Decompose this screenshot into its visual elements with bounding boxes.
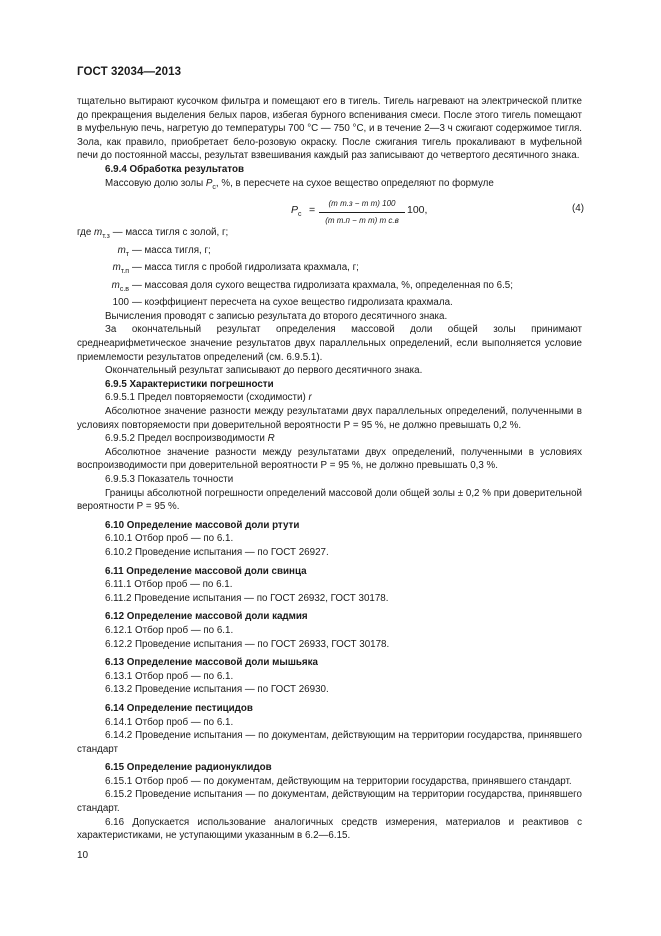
paragraph-6-16: 6.16 Допускается использование аналогичных средств измерения, материалов и реактивов с характеристиками, не уступающими указанным в 6.2—6.15. bbox=[77, 816, 582, 842]
formula-fraction bbox=[319, 197, 405, 227]
where-text: — массовая доля сухого вещества гидролизата крахмала, %, определенная по 6.5; bbox=[132, 279, 513, 291]
where-symbol bbox=[77, 296, 132, 310]
title-6-9-5-2-symbol: R bbox=[267, 433, 275, 445]
where-text: — масса тигля, г; bbox=[132, 244, 211, 256]
where-symbol bbox=[77, 244, 132, 262]
calc-note: Вычисления проводят с записью результата до второго десятичного знака. bbox=[105, 310, 448, 322]
where-sym: m bbox=[94, 227, 103, 239]
heading-6-11: 6.11 Определение массовой доли свинца bbox=[105, 565, 307, 577]
formula-lead-subscript: c bbox=[212, 183, 216, 191]
heading-6-9-5: 6.9.5 Характеристики погрешности bbox=[105, 378, 274, 390]
heading-6-15: 6.15 Определение радионуклидов bbox=[105, 762, 272, 774]
formula-lead-text: Массовую долю золы bbox=[105, 177, 206, 189]
item-6-13-2: 6.13.2 Проведение испытания — по ГОСТ 26930. bbox=[105, 684, 329, 696]
where-prefix: где bbox=[77, 227, 95, 239]
heading-6-10: 6.10 Определение массовой доли ртути bbox=[105, 519, 300, 531]
item-6-11-2: 6.11.2 Проведение испытания — по ГОСТ 26932, ГОСТ 30178. bbox=[105, 592, 389, 604]
title-6-9-5-1-text: 6.9.5.1 Предел повторяемости (сходимости) bbox=[105, 392, 309, 404]
item-6-10-2: 6.10.2 Проведение испытания — по ГОСТ 26927. bbox=[105, 546, 329, 558]
item-6-15-1: 6.15.1 Отбор проб — по документам, действующим на территории государства, принявшего стандарт. bbox=[105, 775, 572, 787]
item-6-14-2: 6.14.2 Проведение испытания — по документам, действующим на территории государства, принявшего стандарт bbox=[77, 730, 582, 755]
item-6-11-1: 6.11.1 Отбор проб — по 6.1. bbox=[105, 579, 233, 591]
where-symbol bbox=[77, 226, 113, 244]
final-result-paragraph: За окончательный результат определения массовой доли общей золы принимают среднеарифметическое значение результатов двух параллельных определений, если выполняется условие приемлемости результатов определений (см. 6.9.5.1). bbox=[77, 324, 582, 363]
formula-lhs bbox=[291, 204, 302, 222]
heading-6-14: 6.14 Определение пестицидов bbox=[105, 702, 253, 714]
where-sub: т.з bbox=[102, 233, 110, 241]
where-item bbox=[77, 279, 582, 297]
page-number: 10 bbox=[77, 850, 89, 861]
text-6-9-5-2: Абсолютное значение разности между результатами двух определений, полученными в условиях воспроизводимости при доверительной вероятности Р = 95 %, не должно превышать 0,3 %. bbox=[77, 446, 582, 472]
standard-header: ГОСТ 32034—2013 bbox=[77, 66, 182, 78]
where-sub: с.в bbox=[119, 285, 129, 293]
formula-tail: 100, bbox=[407, 204, 428, 217]
heading-6-13: 6.13 Определение массовой доли мышьяка bbox=[105, 657, 318, 669]
text-6-9-5-3: Границы абсолютной погрешности определений массовой доли общей золы ± 0,2 % при доверительной вероятности Р = 95 %. bbox=[77, 487, 582, 513]
where-sym: 100 bbox=[112, 297, 129, 309]
item-6-15-2: 6.15.2 Проведение испытания — по документам, действующим на территории государства, принявшего стандарт. bbox=[77, 789, 582, 815]
formula-number: (4) bbox=[572, 203, 584, 215]
intro-paragraph: тщательно вытирают кусочком фильтра и помещают его в тигель. Тигель нагревают на электрической плитке до прекращения выделения белых паров, избегая бурного вспенивания смеси. После этого тигель помещают в муфельную печь, нагретую до температуры 700 °С — 750 °С, и в течение 2—3 ч сжигают содержимое тигля. Зола, как правило, приобретает бело-розовую окраску. После сжигания тигель прокаливают в муфельной печи до постоянной массы, результат взвешивания каждый раз записывают до четвертого десятичного знака. bbox=[77, 96, 582, 162]
item-6-14-1: 6.14.1 Отбор проб — по 6.1. bbox=[105, 716, 234, 728]
final-record-paragraph: Окончательный результат записывают до первого десятичного знака. bbox=[105, 365, 423, 377]
title-6-9-5-2 bbox=[77, 432, 582, 446]
title-6-9-5-3: 6.9.5.3 Показатель точности bbox=[105, 474, 234, 486]
title-6-9-5-1-symbol: r bbox=[308, 392, 312, 404]
formula-numerator: (m т.з − m т) 100 bbox=[319, 197, 405, 213]
where-sym: m bbox=[117, 244, 126, 256]
formula-equals: = bbox=[309, 204, 316, 217]
where-sym: m bbox=[112, 262, 121, 274]
where-item bbox=[77, 261, 582, 279]
where-text: — масса тигля с пробой гидролизата крахмала, г; bbox=[132, 262, 359, 274]
where-symbol bbox=[77, 261, 132, 279]
item-6-10-1: 6.10.1 Отбор проб — по 6.1. bbox=[105, 533, 234, 545]
formula-lead-text-end: , %, в пересчете на сухое вещество определяют по формуле bbox=[215, 177, 494, 189]
where-item bbox=[77, 226, 582, 244]
heading-6-12: 6.12 Определение массовой доли кадмия bbox=[105, 611, 308, 623]
text-6-9-5-1: Абсолютное значение разности между результатами двух параллельных определений, полученными в условиях повторяемости при доверительной вероятности Р = 95 %, не должно превышать 0,2 %. bbox=[77, 406, 582, 431]
where-symbol bbox=[77, 279, 132, 297]
title-6-9-5-1 bbox=[77, 391, 582, 405]
where-item bbox=[77, 296, 582, 310]
title-6-9-5-2-text: 6.9.5.2 Предел воспроизводимости bbox=[105, 433, 268, 445]
formula-lead bbox=[77, 177, 582, 195]
where-sub: т bbox=[125, 250, 129, 258]
where-text: — коэффициент пересчета на сухое вещество гидролизата крахмала. bbox=[132, 297, 453, 309]
where-text: — масса тигля с золой, г; bbox=[112, 227, 229, 239]
page-body bbox=[77, 95, 582, 843]
item-6-13-1: 6.13.1 Отбор проб — по 6.1. bbox=[105, 670, 234, 682]
heading-6-9-4: 6.9.4 Обработка результатов bbox=[105, 163, 244, 175]
item-6-12-1: 6.12.1 Отбор проб — по 6.1. bbox=[105, 624, 234, 636]
where-sub: т.п bbox=[120, 268, 129, 276]
formula-lead-symbol: P bbox=[205, 177, 213, 189]
formula-4 bbox=[77, 195, 582, 225]
where-item bbox=[77, 244, 582, 262]
formula-lhs-subscript: c bbox=[298, 211, 302, 219]
item-6-12-2: 6.12.2 Проведение испытания — по ГОСТ 26933, ГОСТ 30178. bbox=[105, 638, 390, 650]
formula-lhs-symbol: P bbox=[291, 204, 299, 217]
formula-denominator: (m т.п − m т) m с.в bbox=[325, 215, 399, 225]
where-sym: m bbox=[111, 279, 120, 291]
